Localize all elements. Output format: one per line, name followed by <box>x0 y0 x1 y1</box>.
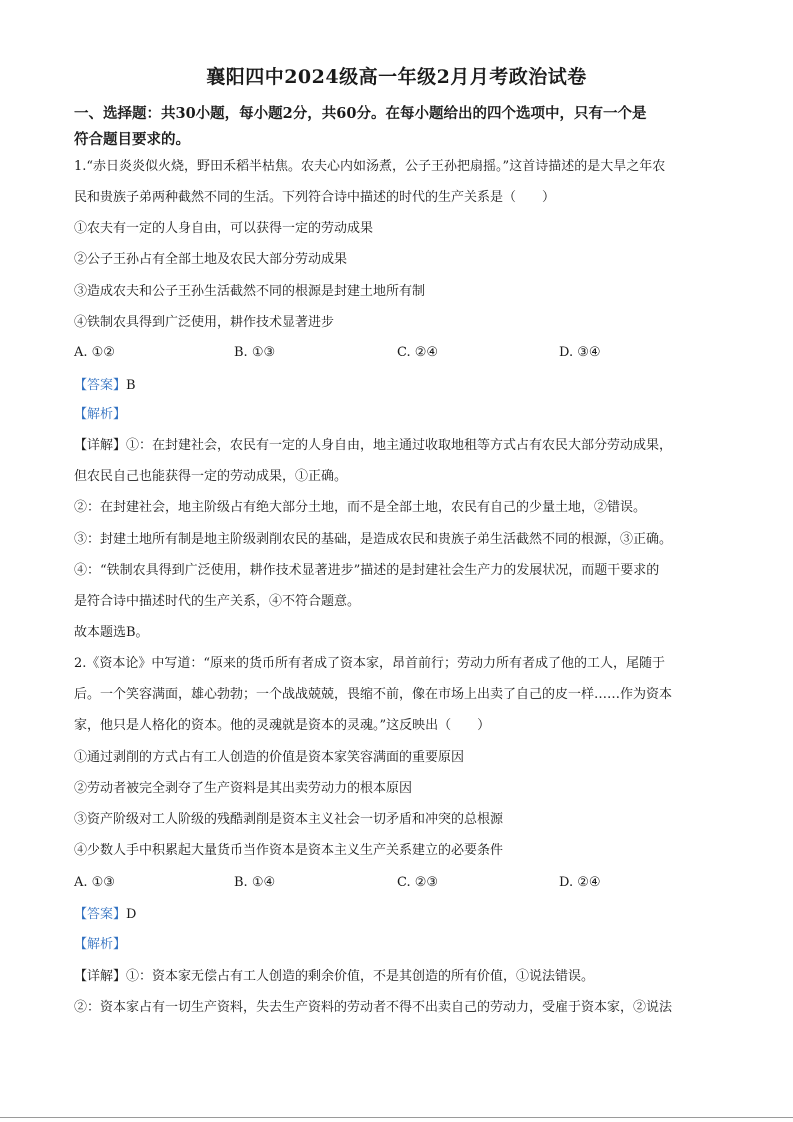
analysis-tag: 【解析】 <box>74 407 127 422</box>
q1-option-b: B. ①③ <box>234 345 276 360</box>
q1-detail-line-6: 是符合诗中描述时代的生产关系，④不符合题意。 <box>74 594 361 609</box>
q1-options <box>74 344 719 362</box>
answer-value: B <box>126 378 136 393</box>
q2-item-2: ②劳动者被完全剥夺了生产资料是其出卖劳动力的根本原因 <box>74 781 413 796</box>
q1-item-4: ④铁制农具得到广泛使用，耕作技术显著进步 <box>74 315 335 330</box>
q2-item-4: ④少数人手中积累起大量货币当作资本是资本主义生产关系建立的必要条件 <box>74 843 504 858</box>
q1-analysis-label <box>74 406 719 424</box>
section-heading-line-1: 一、选择题：共30小题，每小题2分，共60分。在每小题给出的四个选项中，只有一个是 <box>74 105 647 122</box>
q2-option-b: B. ①④ <box>234 875 276 890</box>
q1-detail-line-5: ④：“铁制农具得到广泛使用，耕作技术显著进步”描述的是封建社会生产力的发展状况，而题干要求的 <box>74 563 660 578</box>
analysis-tag: 【解析】 <box>74 937 127 952</box>
q2-stem-line-3: 家，他只是人格化的资本。他的灵魂就是资本的灵魂。”这反映出（ ） <box>74 718 491 733</box>
q1-detail-line-4: ③：封建土地所有制是地主阶级剥削农民的基础，是造成农民和贵族子弟生活截然不同的根源，③正确。 <box>74 532 673 547</box>
detail-tag: 【详解】 <box>74 969 127 984</box>
q1-item-1: ①农夫有一定的人身自由，可以获得一定的劳动成果 <box>74 221 374 236</box>
q2-item-1: ①通过剥削的方式占有工人创造的价值是资本家笑容满面的重要原因 <box>74 750 465 765</box>
detail-tag: 【详解】 <box>74 438 127 453</box>
answer-value: D <box>126 907 137 922</box>
q1-stem-line-1: 1.“赤日炎炎似火烧，野田禾稻半枯焦。农夫心内如汤煮，公子王孙把扇摇。”这首诗描述的是大旱之年农 <box>74 159 666 174</box>
q2-option-c: C. ②③ <box>397 875 439 890</box>
q1-answer <box>74 377 719 395</box>
q1-conclusion: 故本题选B。 <box>74 625 149 640</box>
q1-option-a: A. ①② <box>74 345 115 360</box>
detail-text: ①：在封建社会，农民有一定的人身自由，地主通过收取地租等方式占有农民大部分劳动成果， <box>126 438 673 453</box>
q2-analysis-label <box>74 936 719 954</box>
q1-item-2: ②公子王孙占有全部土地及农民大部分劳动成果 <box>74 252 348 267</box>
page-title: 襄阳四中2024级高一年级2月月考政治试卷 <box>206 66 587 88</box>
q2-option-d: D. ②④ <box>559 875 601 890</box>
q1-item-3: ③造成农夫和公子王孙生活截然不同的根源是封建土地所有制 <box>74 284 426 299</box>
q2-item-3: ③资产阶级对工人阶级的残酷剥削是资本主义社会一切矛盾和冲突的总根源 <box>74 812 504 827</box>
q2-stem-line-2: 后。一个笑容满面，雄心勃勃；一个战战兢兢，畏缩不前，像在市场上出卖了自己的皮一样……作为资本 <box>74 687 673 702</box>
answer-tag: 【答案】 <box>74 378 127 393</box>
q2-detail-line-1 <box>74 968 719 986</box>
section-heading-line-2: 符合题目要求的。 <box>74 131 190 148</box>
q1-option-c: C. ②④ <box>397 345 439 360</box>
q2-stem-line-1: 2.《资本论》中写道：“原来的货币所有者成了资本家，昂首前行；劳动力所有者成了他的工人，尾随于 <box>74 656 666 671</box>
page-bottom-rule <box>0 1117 793 1118</box>
detail-text: ①：资本家无偿占有工人创造的剩余价值，不是其创造的所有价值，①说法错误。 <box>126 969 595 984</box>
q1-detail-line-2: 但农民自己也能获得一定的劳动成果，①正确。 <box>74 469 348 484</box>
answer-tag: 【答案】 <box>74 907 127 922</box>
q1-stem-line-2: 民和贵族子弟两种截然不同的生活。下列符合诗中描述的时代的生产关系是（ ） <box>74 190 556 205</box>
q2-options <box>74 874 719 892</box>
q2-detail-line-2: ②：资本家占有一切生产资料，失去生产资料的劳动者不得不出卖自己的劳动力，受雇于资本家，②说法 <box>74 1000 673 1015</box>
q1-detail-line-1 <box>74 437 719 455</box>
q1-option-d: D. ③④ <box>559 345 601 360</box>
q2-answer <box>74 906 719 924</box>
q2-option-a: A. ①③ <box>74 875 115 890</box>
q1-detail-line-3: ②：在封建社会，地主阶级占有绝大部分土地，而不是全部土地，农民有自己的少量土地，②错误。 <box>74 500 647 515</box>
